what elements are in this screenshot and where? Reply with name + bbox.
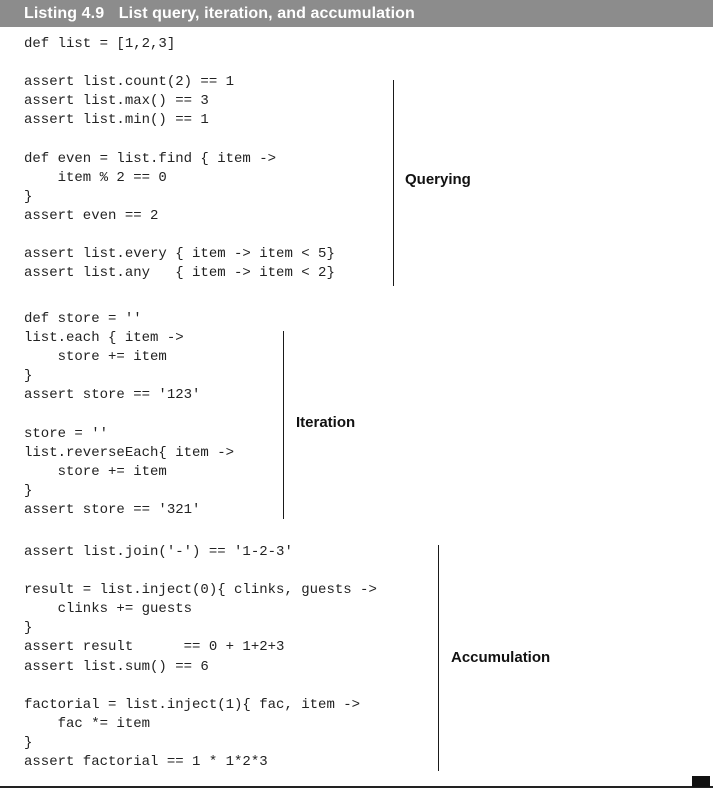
bracket-line-iteration bbox=[283, 331, 284, 519]
footer-rule bbox=[0, 786, 713, 788]
code-block-iteration: def store = '' list.each { item -> store += item } assert store == '123' store = '' list.reverseEach{ item -> store += item } assert store == '321' bbox=[24, 311, 235, 518]
listing-header bbox=[0, 0, 713, 27]
bracket-line-accumulation bbox=[438, 545, 439, 771]
end-of-listing-marker bbox=[692, 776, 710, 787]
bracket-line-querying bbox=[393, 80, 394, 286]
listing-number: Listing 4.9 bbox=[24, 5, 105, 22]
listing-title: List query, iteration, and accumulation bbox=[118, 5, 415, 22]
annotation-label-iteration: Iteration bbox=[296, 414, 356, 431]
code-block-accumulation: assert list.join('-') == '1-2-3' result = list.inject(0){ clinks, guests -> clinks += guests } assert result == 0 + 1+2+3 assert list.sum() == 6 factorial = list.inject(1){ fac, item -> fac *= item } assert factorial == 1 * 1*2*3 bbox=[24, 544, 377, 771]
annotation-label-accumulation: Accumulation bbox=[451, 649, 551, 666]
code-block-querying: def list = [1,2,3] assert list.count(2) == 1 assert list.max() == 3 assert list.min() == 1 def even = list.find { item -> item % 2 == 0 } assert even == 2 assert list.every { item -> item < 5} assert list.any { item -> item < 2} bbox=[24, 36, 335, 282]
annotation-label-querying: Querying bbox=[405, 171, 471, 188]
